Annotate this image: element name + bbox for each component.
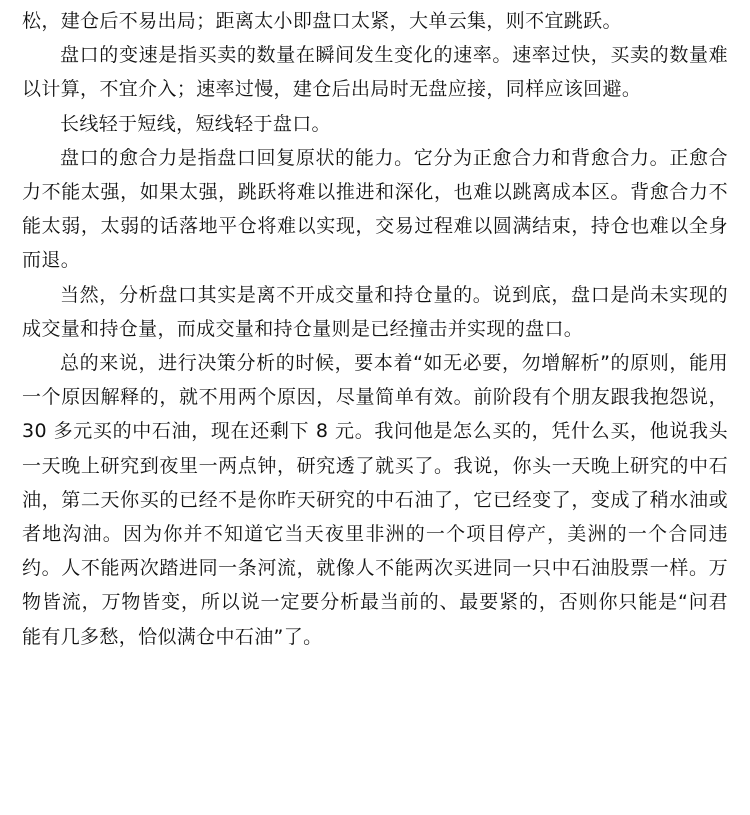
paragraph-volume-and-position: 当然，分析盘口其实是离不开成交量和持仓量的。说到底，盘口是尚未实现的成交量和持仓量，而成交量和持仓量则是已经撞击并实现的盘口。 — [22, 283, 728, 340]
document-page — [22, 4, 728, 654]
paragraph-continued: 松，建仓后不易出局；距离太小即盘口太紧，大单云集，则不宜跳跃。 — [22, 10, 622, 32]
paragraph-order-book-speed: 盘口的变速是指买卖的数量在瞬间发生变化的速率。速率过快，买卖的数量难以计算，不宜介入；速率过慢，建仓后出局时无盘应接，同样应该回避。 — [22, 44, 728, 101]
paragraph-summary-petrochina: 总的来说，进行决策分析的时候，要本着“如无必要，勿增解析”的原则，能用一个原因解释的，就不用两个原因，尽量简单有效。前阶段有个朋友跟我抱怨说，30 多元买的中石油，现在还剩下 8 元。我问他是怎么买的，凭什么买，他说我头一天晚上研究到夜里一两点钟，研究透了就买了。我说，你头一天晚上研究的中石油，第二天你买的已经不是你昨天研究的中石油了，它已经变了，变成了稍水油或者地沟油。因为你并不知道它当天夜里非洲的一个项目停产，美洲的一个合同违约。人不能两次踏进同一条河流，就像人不能两次买进同一只中石油股票一样。万物皆流，万物皆变，所以说一定要分析最当前的、最要紧的，否则你只能是“问君能有几多愁，恰似满仓中石油”了。 — [22, 352, 728, 648]
paragraph-long-vs-short: 长线轻于短线，短线轻于盘口。 — [60, 112, 331, 135]
paragraph-healing-force: 盘口的愈合力是指盘口回复原状的能力。它分为正愈合力和背愈合力。正愈合力不能太强，如果太强，跳跃将难以推进和深化，也难以跳离成本区。背愈合力不能太弱，太弱的话落地平仓将难以实现，交易过程难以圆满结束，持仓也难以全身而退。 — [22, 146, 728, 272]
